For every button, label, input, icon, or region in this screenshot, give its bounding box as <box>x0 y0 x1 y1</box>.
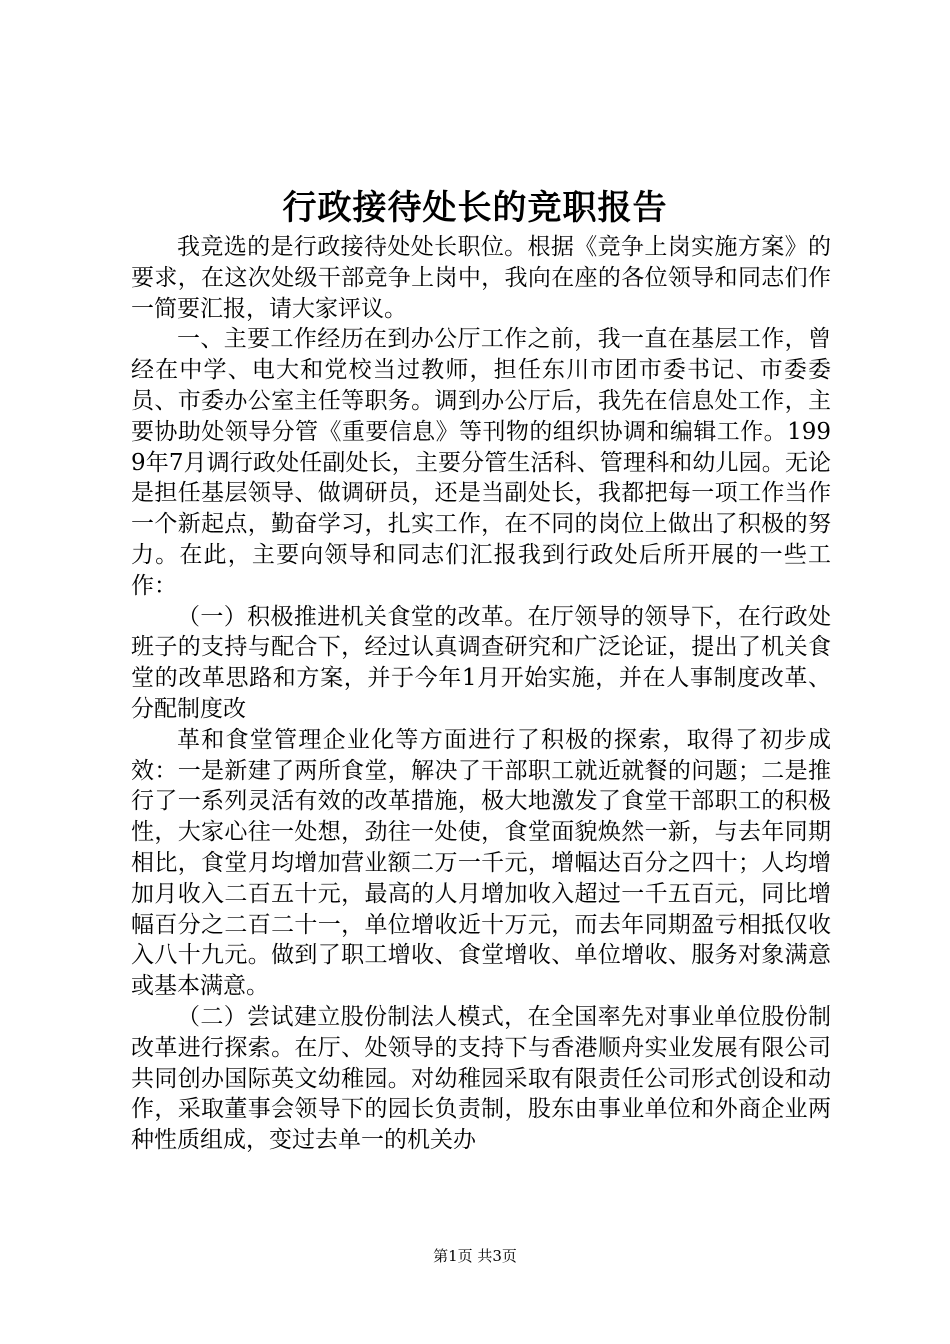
paragraph-canteen-reform: （一）积极推进机关食堂的改革。在厅领导的领导下，在行政处班子的支持与配合下，经过认真调查研究和广泛论证，提出了机关食堂的改革思路和方案，并于今年1月开始实施，并在人事制度改革、分配制度改 <box>131 603 831 722</box>
paragraph-work-experience: 一、主要工作经历在到办公厅工作之前，我一直在基层工作，曾经在中学、电大和党校当过教师，担任东川市团市委书记、市委委员、市委办公室主任等职务。调到办公厅后，我先在信息处工作，主要协助处领导分管《重要信息》等刊物的组织协调和编辑工作。1999年7月调行政处任副处长，主要分管生活科、管理科和幼儿园。无论是担任基层领导、做调研员，还是当副处长，我都把每一项工作当作一个新起点，勤奋学习，扎实工作，在不同的岗位上做出了积极的努力。在此，主要向领导和同志们汇报我到行政处后所开展的一些工作： <box>131 326 831 599</box>
paragraph-joint-stock: （二）尝试建立股份制法人模式，在全国率先对事业单位股份制改革进行探索。在厅、处领导的支持下与香港顺舟实业发展有限公司共同创办国际英文幼稚园。对幼稚园采取有限责任公司形式创设和动作，采取董事会领导下的园长负责制，股东由事业单位和外商企业两种性质组成，变过去单一的机关办 <box>131 1003 831 1154</box>
paragraph-intro: 我竞选的是行政接待处处长职位。根据《竞争上岗实施方案》的要求，在这次处级干部竞争上岗中，我向在座的各位领导和同志们作一简要汇报，请大家评议。 <box>131 234 831 322</box>
document-body <box>131 232 831 1156</box>
document-title: 行政接待处长的竞职报告 <box>282 188 668 228</box>
paragraph-canteen-results: 革和食堂管理企业化等方面进行了积极的探索，取得了初步成效：一是新建了两所食堂，解决了干部职工就近就餐的问题；二是推行了一系列灵活有效的改革措施，极大地激发了食堂干部职工的积极性，大家心往一处想，劲往一处使，食堂面貌焕然一新，与去年同期相比，食堂月均增加营业额二万一千元，增幅达百分之四十；人均增加月收入二百五十元，最高的人月增加收入超过一千五百元，同比增幅百分之二百二十一，单位增收近十万元，而去年同期盈亏相抵仅收入八十九元。做到了职工增收、食堂增收、单位增收、服务对象满意或基本满意。 <box>131 726 831 1000</box>
page-footer: 第1页 共3页 <box>433 1247 517 1265</box>
